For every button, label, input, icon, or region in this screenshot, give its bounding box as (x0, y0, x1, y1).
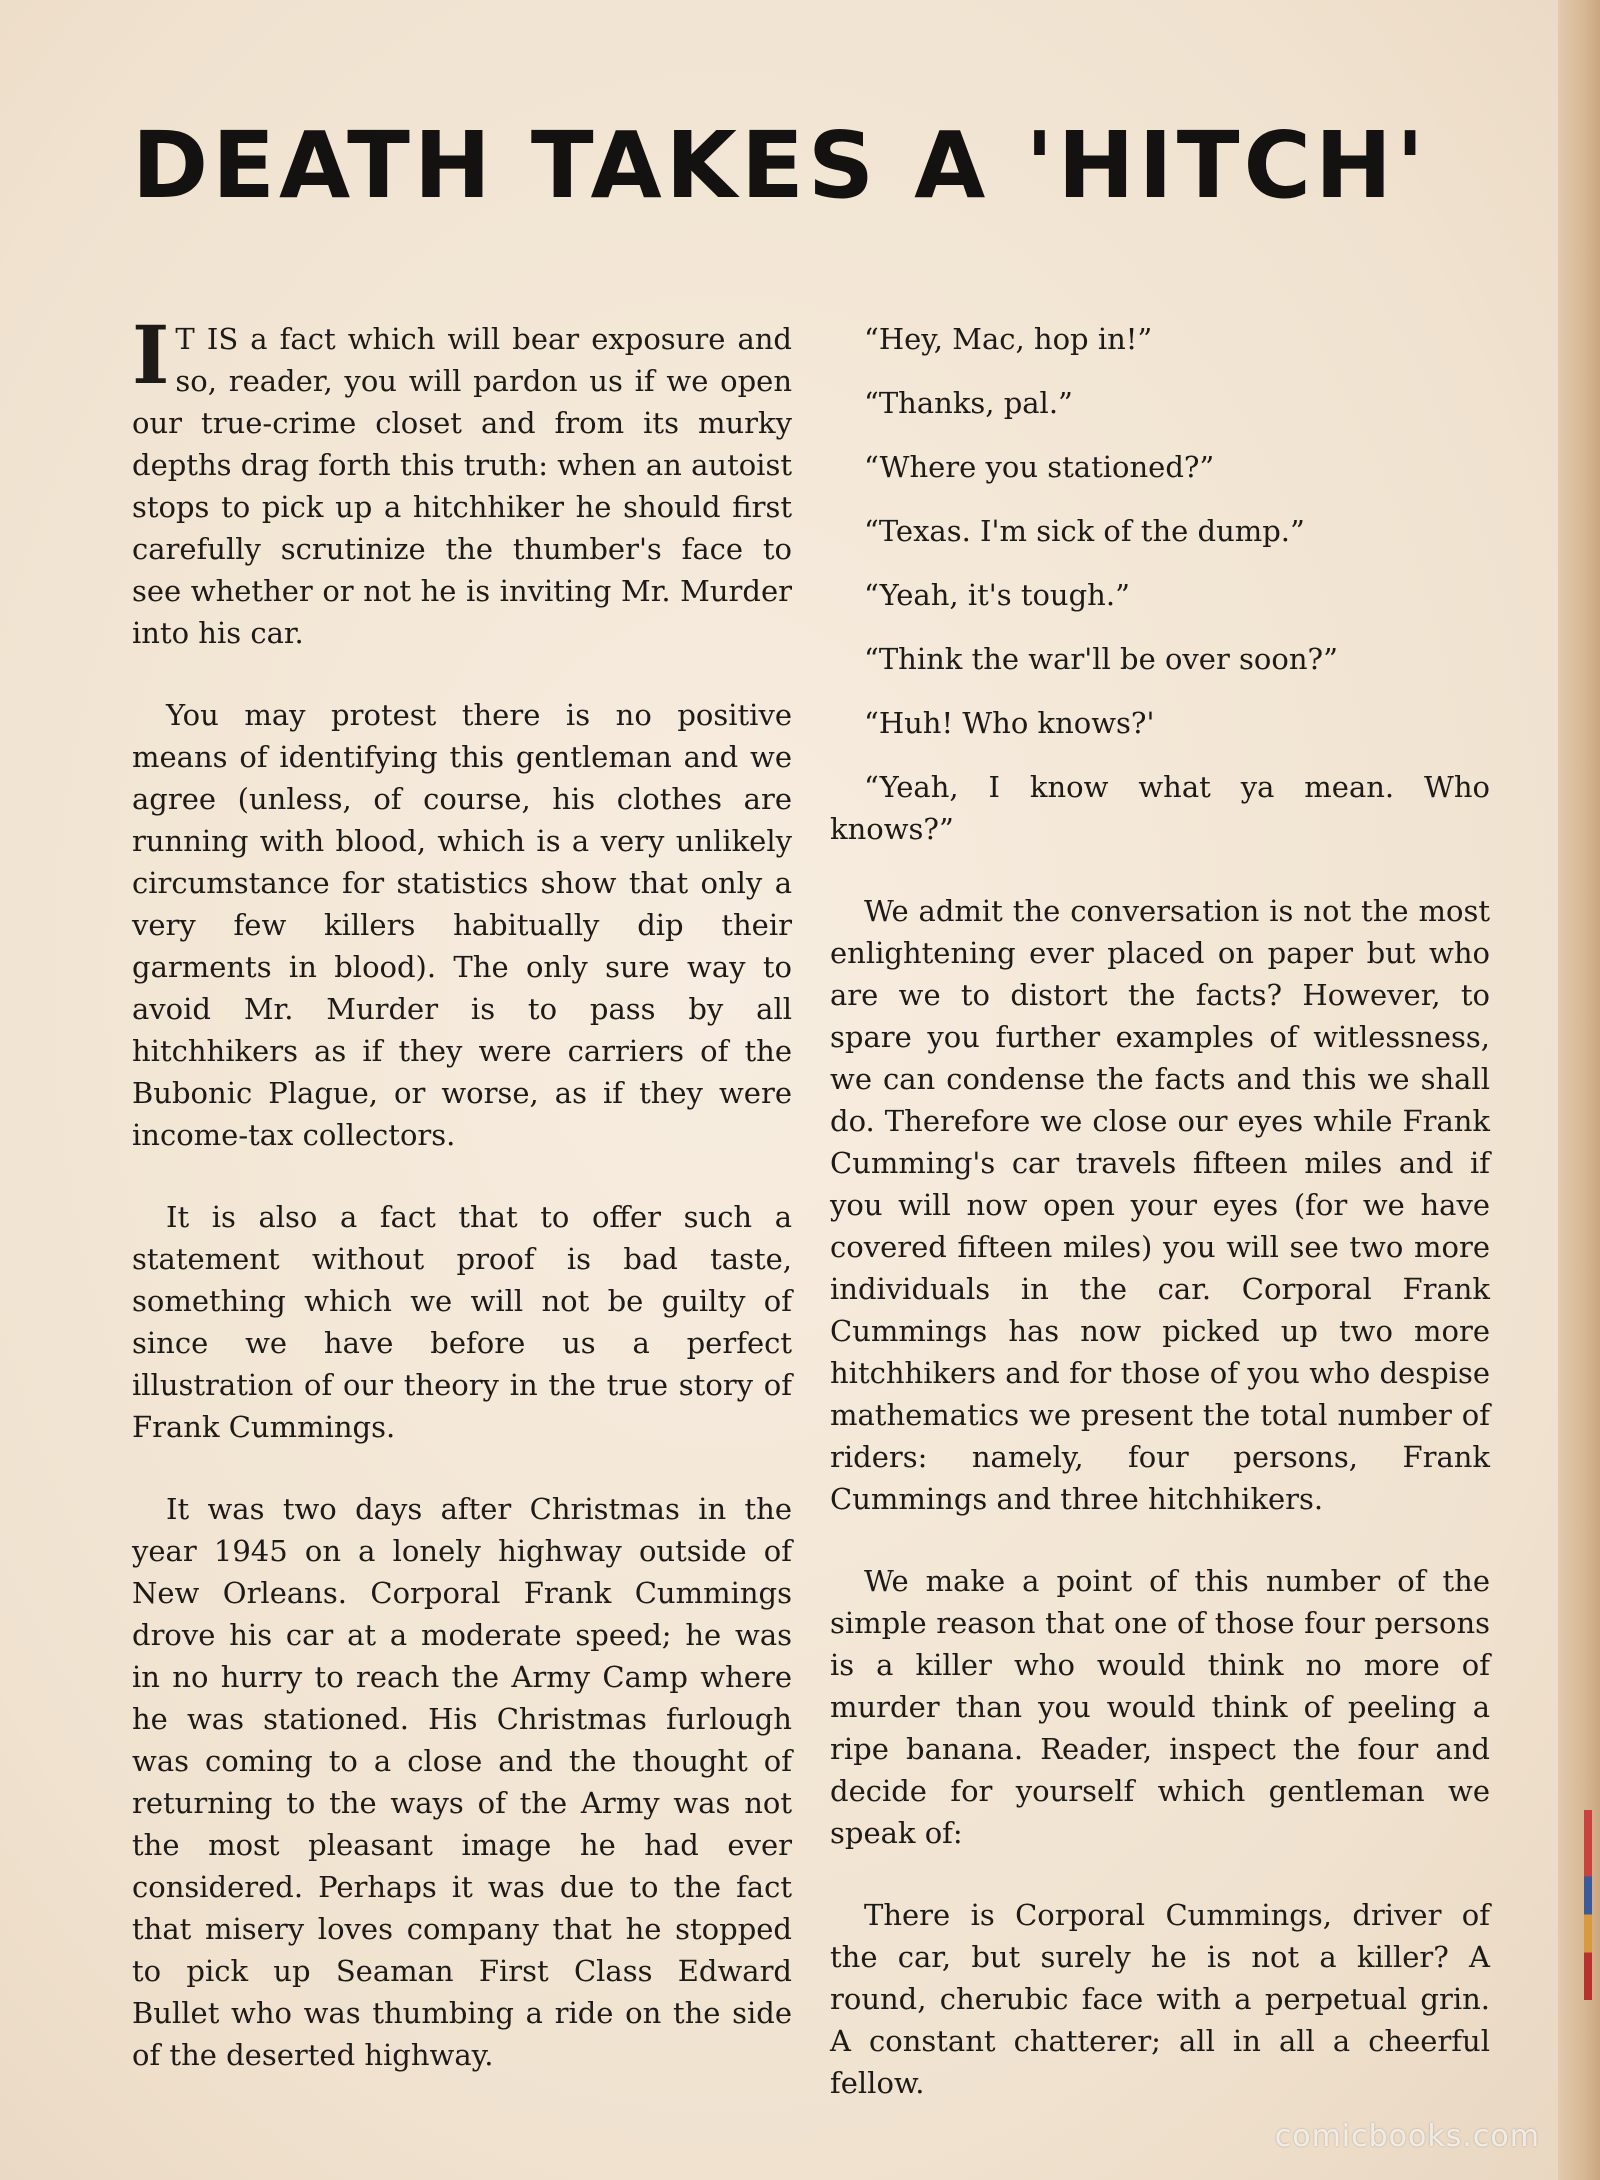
paragraph-1-text: T IS a fact which will bear exposure and so, reader, you will pardon us if we open our true-crime closet and from its murky depths drag forth this truth: when an autoist stops to pick up a hitchhiker he should first carefully scrutinize the thumber's face to see whether or not he is inviting Mr. Murder into his car. (132, 322, 792, 650)
paragraph-5: We admit the conversation is not the most enlightening ever placed on paper but who are we to distort the facts? However, to spare you further examples of witlessness, we can condense the facts and this we shall do. Therefore we close our eyes while Frank Cumming's car travels fifteen miles and if you will now open your eyes (for we have covered fifteen miles) you will see two more individuals in the car. Corporal Frank Cummings has now picked up two more hitchhikers and for those of you who despise mathematics we present the total number of riders: namely, four persons, Frank Cummings and three hitchhikers. (830, 894, 1490, 1516)
paragraph-1 (132, 308, 792, 654)
paragraph-3: It is also a fact that to offer such a statement without proof is bad taste, something which we will not be guilty of since we have before us a perfect illustration of our theory in the true story of Frank Cummings. (132, 1200, 792, 1444)
left-column (132, 308, 792, 2116)
dialog-line: “Where you stationed?” (864, 450, 1215, 484)
paragraph-2: You may protest there is no positive means of identifying this gentleman and we agree (unless, of course, his clothes are running with blood, which is a very unlikely circumstance for statistics show that only a very few killers habitually dip their garments in blood). The only sure way to avoid Mr. Murder is to pass by all hitchhikers as if they were carriers of the Bubonic Plague, or worse, as if they were income-tax collectors. (132, 698, 792, 1152)
site-watermark: comicbooks.com (1274, 2119, 1540, 2154)
dialog-line: “Huh! Who knows?' (864, 706, 1155, 740)
dialog-line: “Hey, Mac, hop in!” (864, 322, 1153, 356)
spine-color-strip (1584, 1810, 1592, 2000)
drop-cap: I (132, 308, 170, 402)
dialog-line: “Thanks, pal.” (864, 386, 1073, 420)
paragraph-4: It was two days after Christmas in the year 1945 on a lonely highway outside of New Orleans. Corporal Frank Cummings drove his car at a moderate speed; he was in no hurry to reach the Army Camp where he was stationed. His Christmas furlough was coming to a close and the thought of returning to the ways of the Army was not the most pleasant image he had ever considered. Perhaps it was due to the fact that misery loves company that he stopped to pick up Seaman First Class Edward Bullet who was thumbing a ride on the side of the deserted highway. (132, 1492, 792, 2072)
story-title: DEATH TAKES A 'HITCH' (131, 112, 1429, 219)
page-spine (1558, 0, 1600, 2180)
dialog-line: “Yeah, I know what ya mean. Who knows?” (830, 770, 1490, 846)
paragraph-6: We make a point of this number of the simple reason that one of those four persons is a killer who would think no more of murder than you would think of peeling a ripe banana. Reader, inspect the four and decide for yourself which gentleman we speak of: (830, 1564, 1490, 1850)
dialog-line: “Yeah, it's tough.” (864, 578, 1130, 612)
dialog-line: “Texas. I'm sick of the dump.” (864, 514, 1305, 548)
paragraph-7: There is Corporal Cummings, driver of the car, but surely he is not a killer? A round, cherubic face with a perpetual grin. A constant chatterer; all in all a cheerful fellow. (830, 1898, 1490, 2100)
right-column (830, 318, 1490, 2144)
dialog-line: “Think the war'll be over soon?” (864, 642, 1338, 676)
